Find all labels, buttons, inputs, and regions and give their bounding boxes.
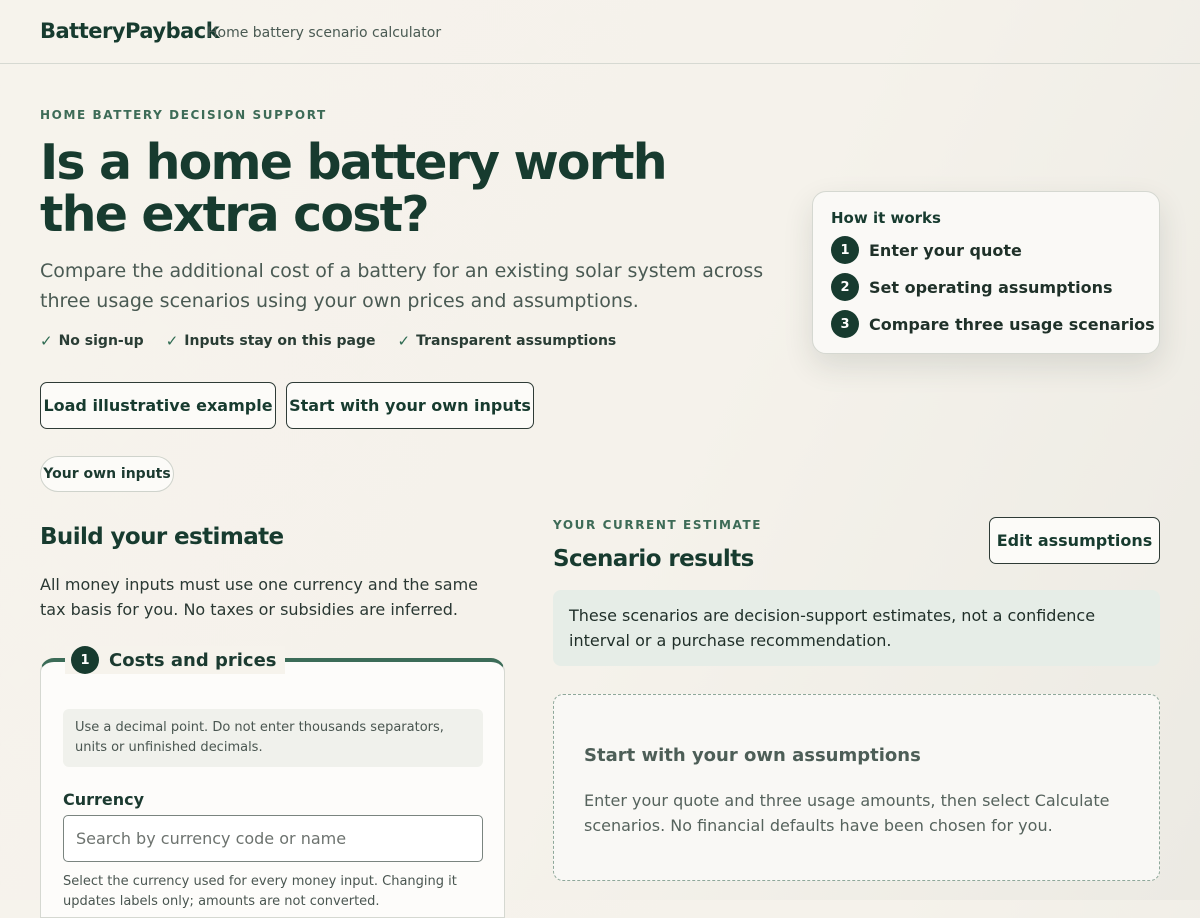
results-eyebrow: YOUR CURRENT ESTIMATE	[553, 518, 763, 532]
feature-label: Inputs stay on this page	[184, 333, 376, 349]
check-icon: ✓	[165, 332, 179, 350]
page-title: Is a home battery worth the extra cost?	[40, 134, 666, 243]
how-step	[831, 310, 1155, 338]
build-estimate-title: Build your estimate	[40, 524, 284, 550]
edit-assumptions-button[interactable]: Edit assumptions	[989, 517, 1160, 564]
step-number: 1	[831, 236, 859, 264]
costs-prices-section	[40, 649, 505, 918]
hero-subtitle: Compare the additional cost of a battery for an existing solar system across three usage scenarios using your own prices and assumptions.	[40, 260, 764, 312]
currency-help-text: Select the currency used for every money input. Changing it updates labels only; amounts are not converted.	[63, 874, 457, 909]
section-legend	[65, 646, 285, 674]
step-label: Set operating assumptions	[869, 277, 1113, 297]
scenario-results-title: Scenario results	[553, 546, 754, 572]
step-number: 3	[831, 310, 859, 338]
brand-logo[interactable]: BatteryPayback	[40, 19, 220, 43]
estimate-disclaimer: These scenarios are decision-support estimates, not a confidence interval or a purchase recommendation.	[553, 590, 1160, 666]
top-bar	[0, 0, 1200, 64]
feature-check	[398, 332, 617, 350]
how-step	[831, 236, 1022, 264]
section-title: Costs and prices	[109, 649, 277, 671]
build-estimate-intro: All money inputs must use one currency and the same tax basis for you. No taxes or subsidies are inferred.	[40, 575, 478, 619]
feature-label: No sign-up	[58, 333, 144, 349]
start-own-inputs-button[interactable]: Start with your own inputs	[286, 382, 534, 429]
empty-state-title: Start with your own assumptions	[584, 745, 921, 766]
brand-tagline: Home battery scenario calculator	[207, 25, 442, 41]
step-label: Compare three usage scenarios	[869, 314, 1155, 334]
section-number: 1	[71, 646, 99, 674]
step-number: 2	[831, 273, 859, 301]
how-it-works-card	[812, 191, 1160, 354]
input-format-note: Use a decimal point. Do not enter thousands separators, units or unfinished decimals.	[63, 709, 483, 767]
currency-search-input[interactable]	[63, 815, 483, 862]
mode-badge[interactable]: Your own inputs	[40, 456, 174, 492]
feature-label: Transparent assumptions	[416, 333, 617, 349]
feature-checks	[40, 332, 616, 350]
results-empty-state	[553, 694, 1160, 881]
how-step	[831, 273, 1113, 301]
hero-eyebrow: HOME BATTERY DECISION SUPPORT	[40, 108, 327, 122]
check-icon: ✓	[40, 332, 53, 350]
empty-state-text: Enter your quote and three usage amounts, then select Calculate scenarios. No financial defaults have been chosen for you.	[584, 791, 1110, 835]
currency-label: Currency	[63, 790, 145, 809]
feature-check	[166, 332, 376, 350]
check-icon: ✓	[397, 332, 411, 350]
how-it-works-title: How it works	[831, 209, 941, 227]
step-label: Enter your quote	[869, 240, 1022, 260]
feature-check	[40, 332, 144, 350]
load-example-button[interactable]: Load illustrative example	[40, 382, 276, 429]
